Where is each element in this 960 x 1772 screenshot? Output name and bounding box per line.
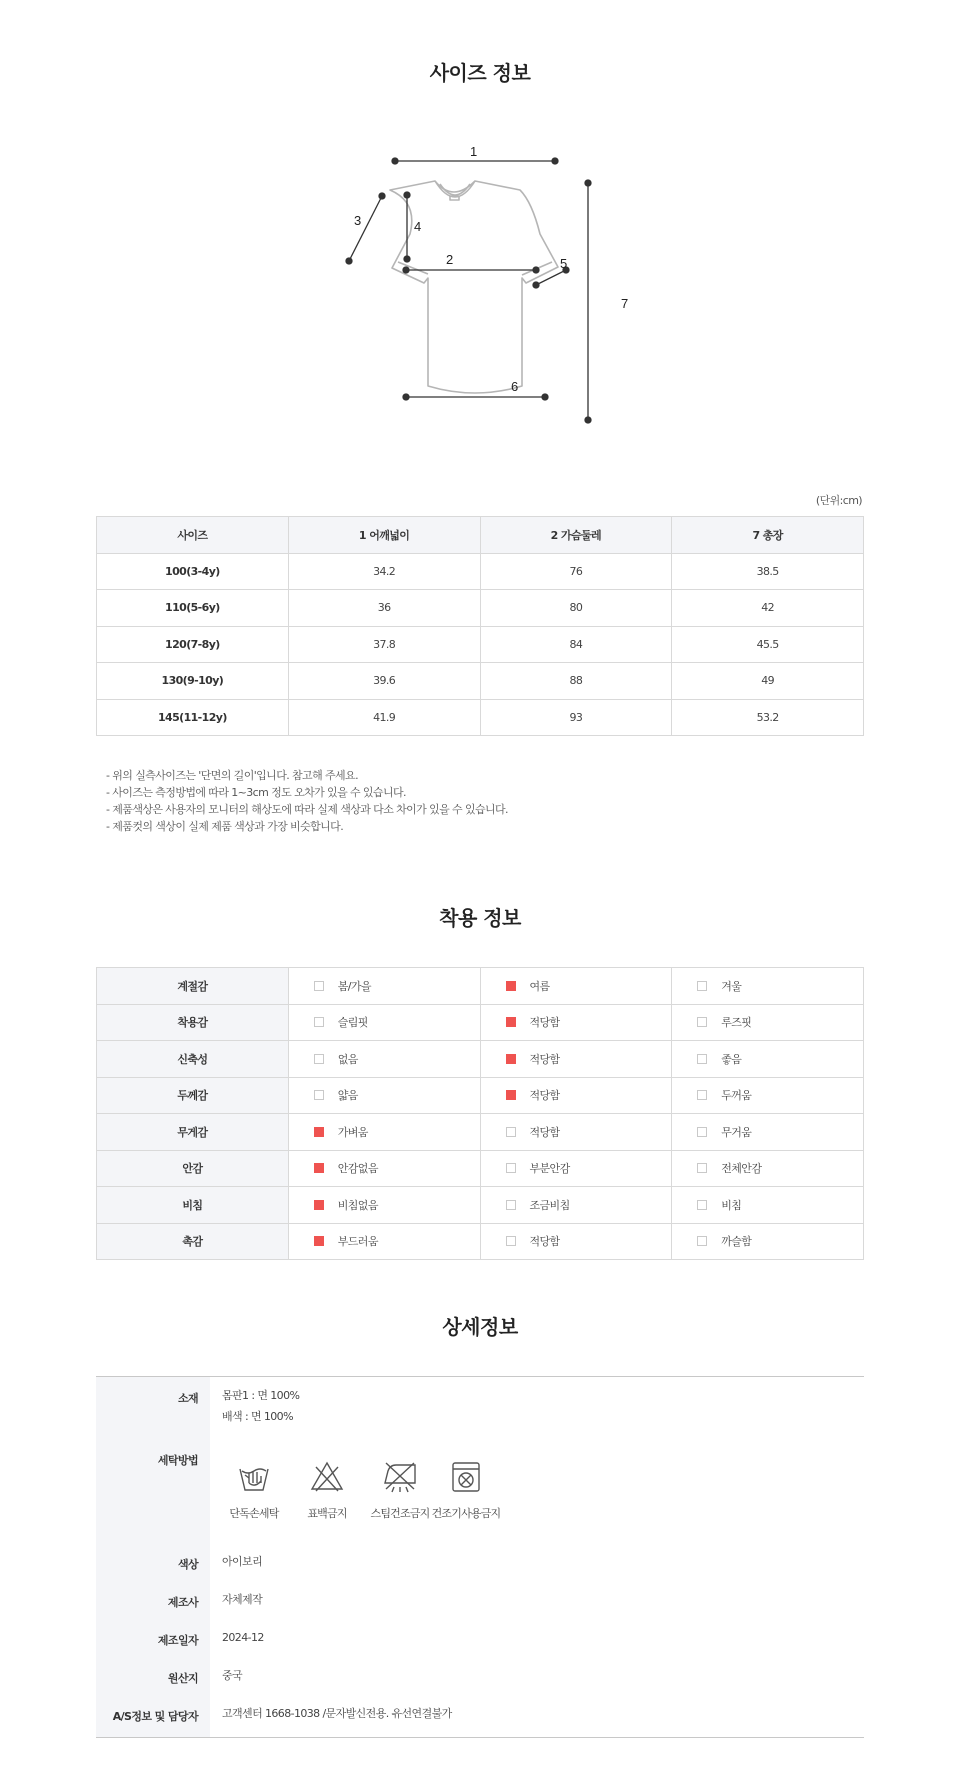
fit-option-label: 슬림핏: [337, 1016, 368, 1030]
manufacturer-value: 자체제작: [222, 1593, 263, 1606]
fit-option: [480, 1077, 672, 1114]
diagram-label-5: 5: [560, 256, 568, 271]
size-table-row: [97, 663, 864, 700]
checked-checkbox: [314, 1127, 324, 1137]
size-value-cell: 36: [288, 590, 480, 627]
checked-checkbox: [506, 1090, 516, 1100]
unchecked-checkbox: [697, 1017, 707, 1027]
unit-label: (단위:cm): [815, 494, 862, 507]
fit-option-label: 까슬함: [721, 1235, 752, 1249]
size-value-cell: 93: [480, 699, 672, 736]
material-label: 소재: [177, 1392, 198, 1405]
size-notes: [106, 767, 508, 835]
no-bleach-icon: [309, 1459, 345, 1495]
diagram-label-2: 2: [446, 252, 454, 267]
as-info-label: A/S정보 및 담당자: [112, 1710, 198, 1723]
fit-row: [97, 968, 864, 1005]
diagram-label-6: 6: [511, 379, 519, 394]
fit-option-label: 무거움: [721, 1125, 752, 1139]
fit-option: [672, 1004, 864, 1041]
fit-option-label: 비침없음: [337, 1198, 378, 1212]
unchecked-checkbox: [314, 1054, 324, 1064]
fit-option: [288, 1077, 480, 1114]
checked-checkbox: [314, 1200, 324, 1210]
fit-option-label: 가벼움: [337, 1125, 368, 1139]
fit-option-label: 적당함: [529, 1016, 560, 1030]
size-value-cell: 53.2: [672, 699, 864, 736]
size-table-header-cell: 7 총장: [672, 517, 864, 554]
size-table-header-cell: 1 어깨넓이: [288, 517, 480, 554]
diagram-label-1: 1: [470, 144, 478, 159]
origin-label: 원산지: [167, 1672, 198, 1685]
fit-option-label: 봄/가을: [337, 979, 371, 993]
fit-option-label: 부드러움: [337, 1235, 378, 1249]
fit-option-label: 겨울: [721, 979, 742, 993]
size-note: - 제품컷의 색상이 실제 제품 색상과 가장 비슷합니다.: [106, 820, 344, 833]
fit-option: [672, 1187, 864, 1224]
unchecked-checkbox: [697, 1090, 707, 1100]
fit-row-label: 두께감: [97, 1077, 289, 1114]
fit-option: [480, 1150, 672, 1187]
size-table-row: [97, 590, 864, 627]
size-value-cell: 38.5: [672, 553, 864, 590]
size-value-cell: 76: [480, 553, 672, 590]
unchecked-checkbox: [314, 1090, 324, 1100]
origin-value: 중국: [222, 1669, 243, 1682]
fit-option: [288, 1187, 480, 1224]
fit-option-label: 적당함: [529, 1089, 560, 1103]
hand-wash-icon: [236, 1459, 272, 1495]
fit-option: [480, 1004, 672, 1041]
fit-row-label: 무게감: [97, 1114, 289, 1151]
unchecked-checkbox: [697, 1127, 707, 1137]
fit-row-label: 촉감: [97, 1223, 289, 1260]
fit-row-label: 안감: [97, 1150, 289, 1187]
wash-item-hand-wash: [214, 1459, 294, 1521]
tshirt-measure-diagram: [330, 138, 630, 428]
wash-item-label: 건조기사용금지: [431, 1507, 501, 1520]
size-value-cell: 39.6: [288, 663, 480, 700]
fit-row: [97, 1150, 864, 1187]
wash-item-label: 단독손세탁: [229, 1507, 279, 1520]
checked-checkbox: [506, 1017, 516, 1027]
material-value: [222, 1385, 299, 1427]
fit-row: [97, 1187, 864, 1224]
size-value-cell: 45.5: [672, 626, 864, 663]
fit-option: [288, 1223, 480, 1260]
size-table-row: [97, 553, 864, 590]
fit-option-label: 두꺼움: [721, 1089, 752, 1103]
diagram-label-4: 4: [414, 219, 422, 234]
detail-table: [96, 1376, 864, 1738]
manufacturer-label: 제조사: [167, 1596, 198, 1609]
size-name-cell: 130(9-10y): [97, 663, 289, 700]
unchecked-checkbox: [314, 1017, 324, 1027]
wash-item-no-bleach: [287, 1459, 367, 1521]
size-table-header-cell: 사이즈: [97, 517, 289, 554]
fit-row-label: 착용감: [97, 1004, 289, 1041]
fit-option-label: 적당함: [529, 1125, 560, 1139]
detail-info-title: 상세정보: [442, 1315, 518, 1339]
fit-info-title: 착용 정보: [439, 906, 521, 930]
fit-option: [672, 1114, 864, 1151]
fit-row-label: 신축성: [97, 1041, 289, 1078]
as-info-value: 고객센터 1668-1038 /문자발신전용. 유선연결불가: [222, 1707, 452, 1720]
wash-item-label: 스팀건조금지: [370, 1507, 430, 1520]
fit-option: [672, 1077, 864, 1114]
no-steam-dry-icon: [382, 1459, 418, 1495]
size-note: - 위의 실측사이즈는 '단면의 길이'입니다. 참고해 주세요.: [106, 769, 358, 782]
fit-row-label: 계절감: [97, 968, 289, 1005]
unchecked-checkbox: [506, 1163, 516, 1173]
size-table-row: [97, 626, 864, 663]
washing-label: 세탁방법: [157, 1454, 198, 1467]
unchecked-checkbox: [697, 1163, 707, 1173]
fit-option: [672, 1150, 864, 1187]
unchecked-checkbox: [697, 1200, 707, 1210]
fit-option: [288, 1041, 480, 1078]
fit-option-label: 조금비침: [529, 1198, 570, 1212]
material-line: 배색 : 면 100%: [222, 1410, 293, 1423]
color-value: 아이보리: [222, 1555, 263, 1568]
size-table: [96, 516, 864, 736]
unchecked-checkbox: [314, 981, 324, 991]
size-table-header-row: [97, 517, 864, 554]
fit-row: [97, 1114, 864, 1151]
color-label: 색상: [177, 1558, 198, 1571]
wash-item-label: 표백금지: [307, 1507, 347, 1520]
fit-option-label: 없음: [337, 1052, 358, 1066]
unchecked-checkbox: [697, 1054, 707, 1064]
unchecked-checkbox: [506, 1236, 516, 1246]
fit-row: [97, 1041, 864, 1078]
fit-row: [97, 1077, 864, 1114]
size-value-cell: 37.8: [288, 626, 480, 663]
unchecked-checkbox: [506, 1127, 516, 1137]
diagram-label-3: 3: [354, 213, 362, 228]
fit-option: [480, 1223, 672, 1260]
manufacture-date-label: 제조일자: [157, 1634, 198, 1647]
fit-row: [97, 1004, 864, 1041]
fit-option-label: 적당함: [529, 1052, 560, 1066]
fit-option-label: 적당함: [529, 1235, 560, 1249]
fit-table: [96, 967, 864, 1260]
fit-option-label: 얇음: [337, 1089, 358, 1103]
fit-option: [480, 1114, 672, 1151]
size-info-title: 사이즈 정보: [429, 61, 531, 85]
fit-option-label: 좋음: [721, 1052, 742, 1066]
fit-option-label: 루즈핏: [721, 1016, 752, 1030]
size-value-cell: 49: [672, 663, 864, 700]
fit-option: [288, 1004, 480, 1041]
size-value-cell: 42: [672, 590, 864, 627]
fit-option-label: 전체안감: [721, 1162, 762, 1176]
fit-option: [480, 1041, 672, 1078]
size-note: - 제품색상은 사용자의 모니터의 해상도에 따라 실제 색상과 다소 차이가 있을 수 있습니다.: [106, 803, 508, 816]
fit-row-label: 비침: [97, 1187, 289, 1224]
fit-option: [288, 1150, 480, 1187]
fit-option: [480, 968, 672, 1005]
size-name-cell: 110(5-6y): [97, 590, 289, 627]
fit-option: [288, 1114, 480, 1151]
size-value-cell: 80: [480, 590, 672, 627]
checked-checkbox: [314, 1163, 324, 1173]
unchecked-checkbox: [697, 1236, 707, 1246]
fit-option: [480, 1187, 672, 1224]
wash-item-no-tumble-dry: [423, 1459, 509, 1521]
fit-option-label: 안감없음: [337, 1162, 378, 1176]
fit-option: [672, 968, 864, 1005]
fit-option: [672, 1041, 864, 1078]
checked-checkbox: [314, 1236, 324, 1246]
fit-option: [672, 1223, 864, 1260]
unchecked-checkbox: [697, 981, 707, 991]
no-tumble-dry-icon: [448, 1459, 484, 1495]
diagram-label-7: 7: [621, 296, 629, 311]
size-name-cell: 145(11-12y): [97, 699, 289, 736]
fit-option-label: 부분안감: [529, 1162, 570, 1176]
fit-option: [288, 968, 480, 1005]
checked-checkbox: [506, 981, 516, 991]
fit-option-label: 비침: [721, 1198, 742, 1212]
material-line: 몸판1 : 면 100%: [222, 1389, 300, 1402]
size-value-cell: 34.2: [288, 553, 480, 590]
unchecked-checkbox: [506, 1200, 516, 1210]
size-table-row: [97, 699, 864, 736]
size-table-header-cell: 2 가슴둘레: [480, 517, 672, 554]
fit-row: [97, 1223, 864, 1260]
size-value-cell: 88: [480, 663, 672, 700]
checked-checkbox: [506, 1054, 516, 1064]
size-value-cell: 41.9: [288, 699, 480, 736]
size-name-cell: 120(7-8y): [97, 626, 289, 663]
manufacture-date-value: 2024-12: [222, 1631, 264, 1644]
size-name-cell: 100(3-4y): [97, 553, 289, 590]
fit-option-label: 여름: [529, 979, 550, 993]
size-note: - 사이즈는 측정방법에 따라 1~3cm 정도 오차가 있을 수 있습니다.: [106, 786, 406, 799]
size-value-cell: 84: [480, 626, 672, 663]
